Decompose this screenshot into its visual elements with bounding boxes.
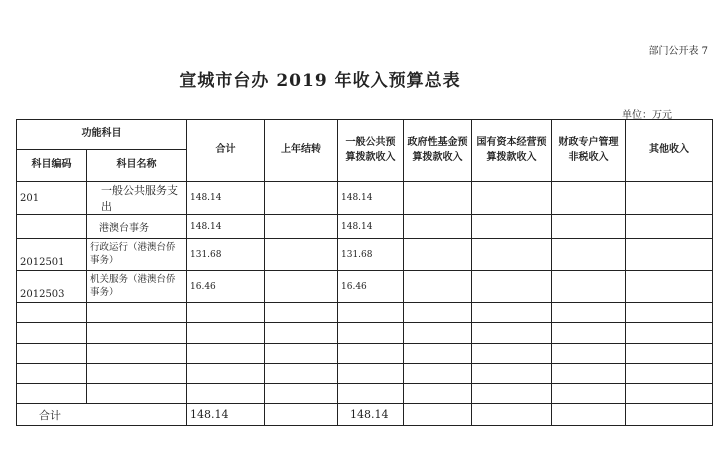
empty-row	[17, 384, 713, 404]
page-title: 宣城市台办 2019 年收入预算总表	[179, 71, 461, 91]
total-cell: 16.46	[187, 271, 265, 303]
total-row	[17, 404, 713, 426]
empty-row	[17, 344, 713, 364]
general-budget-cell: 131.68	[338, 239, 404, 271]
subject-name: 机关服务（港澳台侨事务）	[87, 271, 187, 303]
general-budget-cell: 148.14	[338, 215, 404, 239]
document-number: 部门公开表 7	[648, 46, 708, 57]
total-cell: 131.68	[187, 239, 265, 271]
table-row	[17, 215, 713, 239]
header-total: 合计	[187, 120, 265, 182]
general-budget-cell: 148.14	[338, 182, 404, 215]
grand-general-budget-cell: 148.14	[338, 404, 404, 426]
general-budget-cell: 16.46	[338, 271, 404, 303]
subject-code	[17, 215, 87, 239]
header-other-income: 其他收入	[626, 120, 713, 182]
header-general-budget: 一般公共预算拨款收入	[338, 120, 404, 182]
table-row	[17, 271, 713, 303]
subject-name: 一般公共服务支出	[87, 182, 187, 215]
total-cell: 148.14	[187, 182, 265, 215]
header-subject-code: 科目编码	[17, 150, 87, 182]
header-carryover: 上年结转	[265, 120, 338, 182]
budget-table	[16, 119, 713, 426]
subject-name: 港澳台事务	[87, 215, 187, 239]
subject-name: 行政运行（港澳台侨事务）	[87, 239, 187, 271]
header-func-subject: 功能科目	[17, 120, 187, 150]
subject-code: 201	[17, 182, 87, 215]
empty-row	[17, 323, 713, 344]
header-special-fiscal: 财政专户管理非税收入	[552, 120, 626, 182]
empty-row	[17, 303, 713, 323]
total-cell: 148.14	[187, 215, 265, 239]
header-subject-name: 科目名称	[87, 150, 187, 182]
unit-label: 单位：万元	[622, 110, 672, 121]
table-row	[17, 182, 713, 215]
table-row	[17, 239, 713, 271]
header-state-capital: 国有资本经营预算拨款收入	[472, 120, 552, 182]
empty-row	[17, 364, 713, 384]
total-row-label: 合计	[17, 404, 187, 426]
grand-total-cell: 148.14	[187, 404, 265, 426]
subject-code: 2012503	[17, 271, 87, 303]
header-gov-fund: 政府性基金预算拨款收入	[404, 120, 472, 182]
subject-code: 2012501	[17, 239, 87, 271]
